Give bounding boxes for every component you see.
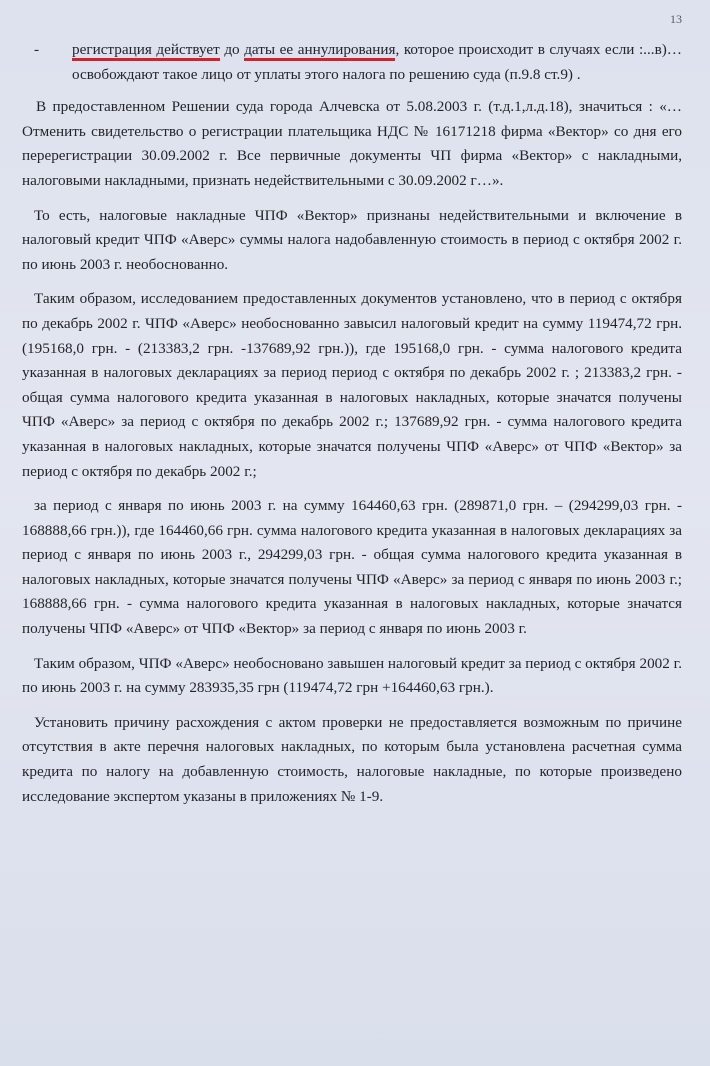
paragraph-conclusion: Установить причину расхождения с актом проверки не предоставляется возможным по причине отсутствия в акте перечня налоговых накладных, по которым была установлена расчетная сумма кредита по налогу на добавленную стоимость, налоговые накладные, по которые произведено исследование экспертом указаны в приложениях № 1-9. [22, 713, 682, 805]
paragraph-2002-credit: Таким образом, исследованием предоставленных документов установлено, что в период с октября по декабрь 2002 г. ЧПФ «Аверс» необоснованно завысил налоговый кредит на сумму 119474,72 грн. (195168,0 грн. - (213383,2 грн. -137689,92 грн.)), где 195168,0 грн. - сумма налогового кредита указанная в налоговых декларациях за период период с октября по декабрь 2002 г. ; 213383,2 грн. - общая сумма налогового кредита указанная в налоговых накладных, которые значатся получены ЧПФ «Аверс» за период с октября по декабрь 2002 г.; 137689,92 грн. - сумма налогового кредита указанная в налоговых накладных, которые значатся получены ЧПФ «Аверс» от ЧПФ «Вектор» за период с октября по декабрь 2002 г.; [22, 290, 682, 480]
page-number: 13 [670, 12, 682, 26]
underlined-phrase-registration: регистрация действует [72, 41, 220, 61]
paragraph-total-credit: Таким образом, ЧПФ «Аверс» необосновано завышен налоговый кредит за период с октября 2002 г. по июнь 2003 г. на сумму 283935,35 грн (119474,72 грн +164460,63 грн.). [22, 654, 682, 697]
bullet-dash: - [34, 41, 40, 58]
paragraph-invoices-invalid: То есть, налоговые накладные ЧПФ «Вектор» признаны недействительными и включение в налоговый кредит ЧПФ «Аверс» суммы налога надобавленную стоимость в период с октября 2002 г. по июнь 2003 г. необоснованно. [22, 206, 682, 273]
bullet-item [22, 38, 682, 87]
paragraph-2003-credit: за период с января по июнь 2003 г. на сумму 164460,63 грн. (289871,0 грн. – (294299,03 грн. - 168888,66 грн.)), где 164460,66 грн. сумма налогового кредита указанная в налоговых декларациях за период с января по июнь 2003 г., 294299,03 грн. - общая сумма налогового кредита указанная в налоговых накладных, которые значатся получены ЧПФ «Аверс» за период с января по июнь 2003 г.; 168888,66 грн. - сумма налогового кредита указанная в налоговых накладных, которые значатся получены ЧПФ «Аверс» от ЧПФ «Вектор» за период с января по июнь 2003 г. [22, 497, 682, 638]
bullet-mid: до [219, 41, 245, 58]
bullet-rest: , которое происходит в случаях если :...в)…освобождают такое лицо от уплаты этого налога по решению суда (п.9.8 ст.9) . [72, 41, 682, 83]
underlined-phrase-annulment: даты ее аннулирования [244, 41, 395, 61]
paragraph-court-decision: В предоставленном Решении суда города Алчевска от 5.08.2003 г. (т.д.1,л.д.18), значиться : «… Отменить свидетельство о регистрации плательщика НДС № 16171218 фирма «Вектор» со дня его перерегистрации 30.09.2002 г. Все первичные документы ЧП фирма «Вектор» с накладными, налоговыми накладными, признать недействительными с 30.09.2002 г…». [22, 98, 682, 189]
bullet-text [72, 38, 682, 87]
document-body [22, 38, 682, 819]
